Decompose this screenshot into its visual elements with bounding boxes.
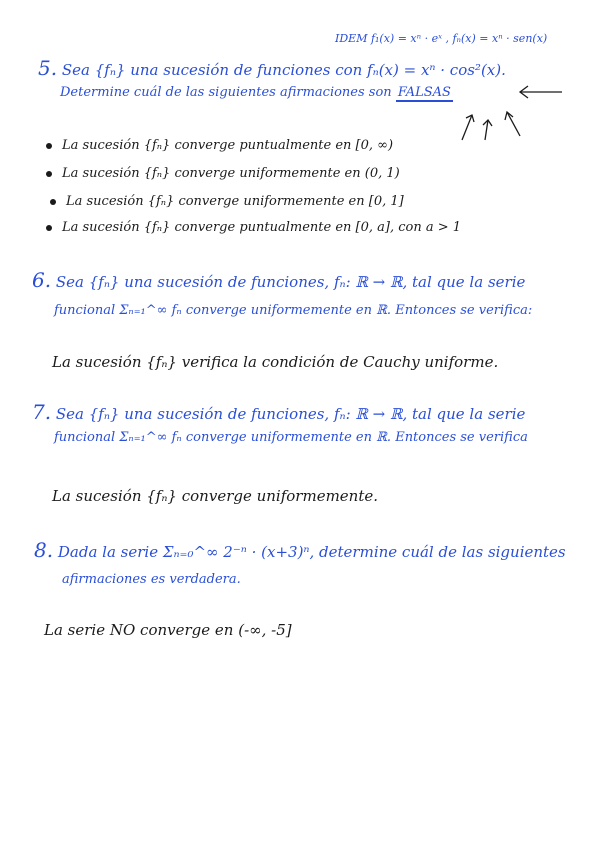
q7-line-2: funcional Σₙ₌₁^∞ fₙ converge uniformemente en ℝ. Entonces se verifica bbox=[54, 430, 528, 445]
q6-line-1-text: Sea {fₙ} una sucesión de funciones, fₙ: ℝ → ℝ, tal que la serie bbox=[55, 273, 526, 291]
q8-line-1-text: Dada la serie Σₙ₌₀^∞ 2⁻ⁿ · (x+3)ⁿ, determine cuál de las siguientes bbox=[57, 543, 566, 561]
q5-option-3-text: La sucesión {fₙ} converge uniformemente en [0, 1] bbox=[66, 194, 404, 209]
q6-number: 6. bbox=[32, 268, 52, 292]
q8-number: 8. bbox=[34, 538, 54, 562]
q5-option-4-text: La sucesión {fₙ} converge puntualmente en [0, a], con a > 1 bbox=[62, 220, 462, 235]
bullet-icon bbox=[46, 225, 52, 231]
bullet-icon bbox=[50, 199, 56, 205]
q8-answer: La serie NO converge en (-∞, -5] bbox=[44, 621, 292, 639]
q5-option-1 bbox=[46, 138, 393, 153]
q7-line-1-text: Sea {fₙ} una sucesión de funciones, fₙ: ℝ → ℝ, tal que la serie bbox=[55, 405, 526, 423]
q7-answer: La sucesión {fₙ} converge uniformemente. bbox=[52, 487, 379, 505]
q6-line-1 bbox=[32, 268, 525, 292]
q7-line-1 bbox=[32, 400, 525, 424]
q5-statement-text: Sea {fₙ} una sucesión de funciones con fₙ(x) = xⁿ · cos²(x). bbox=[61, 61, 506, 79]
bullet-icon bbox=[46, 143, 52, 149]
q5-option-1-text: La sucesión {fₙ} converge puntualmente en [0, ∞) bbox=[62, 138, 394, 153]
q5-instruction-text: Determine cuál de las siguientes afirmaciones son bbox=[60, 85, 392, 100]
q6-line-2: funcional Σₙ₌₁^∞ fₙ converge uniformemente en ℝ. Entonces se verifica: bbox=[54, 303, 533, 318]
q8-line-1 bbox=[34, 538, 566, 562]
bullet-icon bbox=[46, 171, 52, 177]
q5-option-2 bbox=[46, 166, 400, 181]
q6-answer: La sucesión {fₙ} verifica la condición de Cauchy uniforme. bbox=[52, 353, 499, 371]
q5-emphasis: FALSAS bbox=[397, 85, 451, 100]
q5-option-2-text: La sucesión {fₙ} converge uniformemente en (0, 1) bbox=[62, 166, 400, 181]
q5-option-3 bbox=[50, 194, 404, 209]
q5-number: 5. bbox=[38, 56, 58, 80]
header-note: IDEM f₁(x) = xⁿ · eˣ , fₙ(x) = xⁿ · sen(x) bbox=[335, 32, 548, 45]
q7-number: 7. bbox=[32, 400, 52, 424]
q8-line-2: afirmaciones es verdadera. bbox=[62, 572, 241, 587]
q5-option-4 bbox=[46, 220, 461, 235]
